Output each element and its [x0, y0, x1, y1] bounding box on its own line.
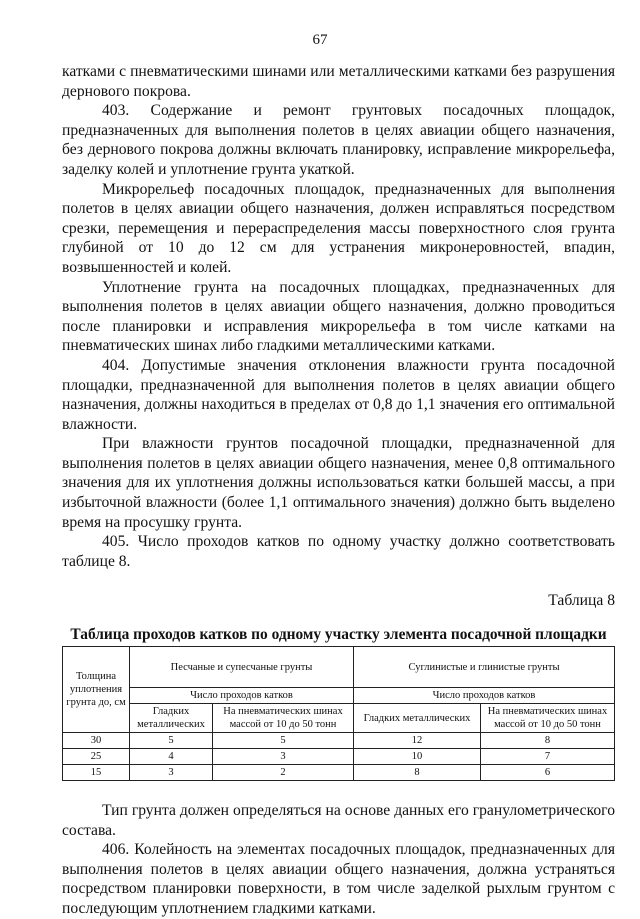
cell: 8 [481, 733, 615, 749]
paragraph-404: 404. Допустимые значения отклонения влажности грунта посадочной площадки, предназначенной для выполнения полетов в целях авиации общего назначения, должны находиться в пределах от 0,8 до 1,1 значения его оптимальной влажности. [62, 356, 615, 433]
paragraph: Уплотнение грунта на посадочных площадках, предназначенных для выполнения полетов в целях авиации общего назначения, должно проводиться после планировки и исправления микрорельефа в том числе катками на пневматических шинах либо гладкими металлическими катками. [62, 278, 615, 355]
header-sandy: Песчаные и супесчаные грунты [130, 647, 354, 688]
header-pneumatic-sandy: На пневматических шинах массой от 10 до 50 тонн [213, 704, 354, 733]
table-title: Таблица проходов катков по одному участку элемента посадочной площадки [70, 626, 607, 644]
table-label: Таблица 8 [548, 592, 615, 610]
table-row [63, 765, 615, 781]
paragraph: При влажности грунтов посадочной площадки, предназначенной для выполнения полетов в целях авиации общего назначения, менее 0,8 оптимального значения для их уплотнения должны использоваться катки большей массы, а при избыточной влажности (более 1,1 оптимального значения) должно быть выделено время на просушку грунта. [62, 435, 615, 531]
cell: 12 [354, 733, 481, 749]
cell: 5 [213, 733, 354, 749]
cell: 5 [130, 733, 213, 749]
cell: 3 [213, 749, 354, 765]
rollers-table [62, 646, 615, 781]
paragraph-403: 403. Содержание и ремонт грунтовых посадочных площадок, предназначенных для выполнения полетов в целях авиации общего назначения, без дернового покрова должны включать планировку, исправление микрорельефа, заделку колей и уплотнение грунта укаткой. [62, 102, 615, 178]
cell: 15 [63, 765, 130, 781]
subheader-sandy: Число проходов катков [130, 688, 354, 704]
paragraph: Тип грунта должен определяться на основе данных его гранулометрического состава. [62, 802, 615, 839]
header-smooth-clay: Гладких металлических [354, 704, 481, 733]
cell: 6 [481, 765, 615, 781]
page-content [62, 62, 615, 919]
header-pneumatic-clay: На пневматических шинах массой от 10 до 50 тонн [481, 704, 615, 733]
body-text [62, 62, 615, 571]
subheader-clay: Число проходов катков [354, 688, 615, 704]
tail-text [62, 801, 615, 919]
cell: 25 [63, 749, 130, 765]
cell: 4 [130, 749, 213, 765]
cell: 7 [481, 749, 615, 765]
cell: 10 [354, 749, 481, 765]
header-thickness: Толщина уплотнения грунта до, см [63, 647, 130, 733]
page-number: 67 [312, 32, 328, 48]
cell: 2 [213, 765, 354, 781]
header-clay: Суглинистые и глинистые грунты [354, 647, 615, 688]
paragraph: катками с пневматическими шинами или металлическими катками без разрушения дернового покрова. [62, 63, 615, 100]
cell: 8 [354, 765, 481, 781]
table-row [63, 749, 615, 765]
cell: 30 [63, 733, 130, 749]
paragraph-405: 405. Число проходов катков по одному участку должно соответствовать таблице 8. [62, 533, 615, 570]
paragraph-406: 406. Колейность на элементах посадочных площадок, предназначенных для выполнения полетов в целях авиации общего назначения, должна устраняться посредством планировки поверхности, в том числе заделкой рыхлым грунтом с последующим уплотнением гладкими катками. [62, 841, 615, 917]
paragraph: Микрорельеф посадочных площадок, предназначенных для выполнения полетов в целях авиации общего назначения, должен исправляться посредством срезки, перемещения и перераспределения массы поверхностного слоя грунта глубиной от 10 до 12 см для устранения микронеровностей, впадин, возвышенностей и колей. [62, 180, 615, 276]
header-smooth-sandy: Гладких металлических [130, 704, 213, 733]
cell: 3 [130, 765, 213, 781]
table-row [63, 733, 615, 749]
